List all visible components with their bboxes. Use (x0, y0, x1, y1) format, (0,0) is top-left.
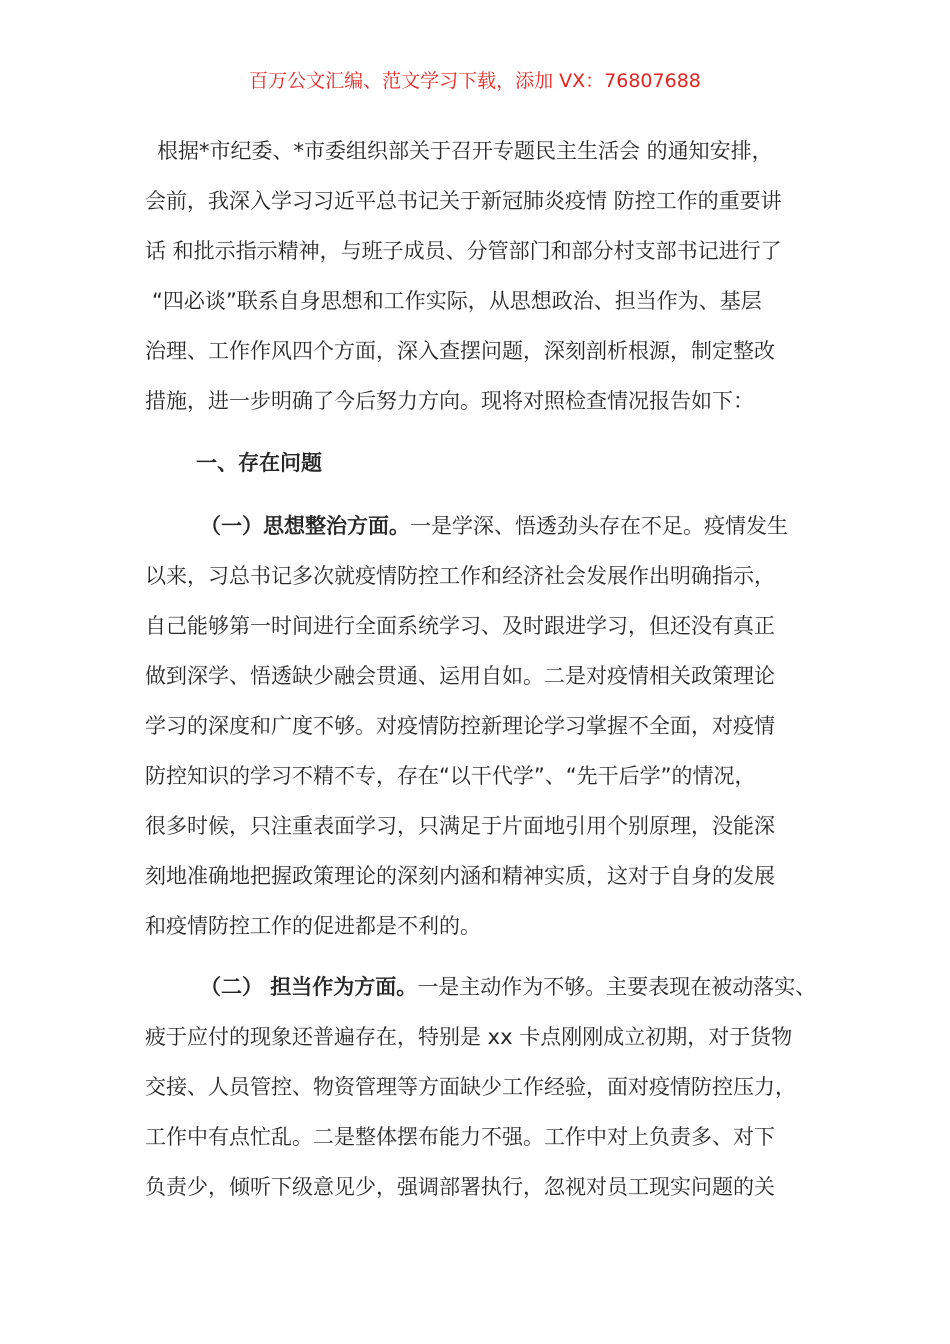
paragraph-line: 很多时候，只注重表面学习，只满足于片面地引用个别原理，没能深 (145, 814, 775, 838)
paragraph-first-line (200, 511, 788, 541)
section-heading: 一、存在问题 (196, 451, 322, 475)
paragraph-text: 一是学深、悟透劲头存在不足。疫情发生 (410, 514, 788, 538)
intro-line: 措施，进一步明确了今后努力方向。现将对照检查情况报告如下： (145, 389, 754, 413)
header-banner: 百万公文汇编、范文学习下载，添加 VX：76807688 (249, 70, 701, 92)
paragraph-first-line (200, 972, 816, 1002)
paragraph-line: 刻地准确地把握政策理论的深刻内涵和精神实质，这对于自身的发展 (145, 864, 775, 888)
paragraph-line: 和疫情防控工作的促进都是不利的。 (145, 914, 481, 938)
intro-line: 话 和批示指示精神，与班子成员、分管部门和部分村支部书记进行了 (145, 239, 782, 263)
subheading: （二） 担当作为方面。 (200, 975, 418, 999)
paragraph-text: 一是主动作为不够。主要表现在被动落实、 (417, 975, 817, 999)
paragraph-line: 工作中有点忙乱。二是整体摆布能力不强。工作中对上负责多、对下 (145, 1125, 775, 1149)
intro-line: 治理、工作作风四个方面，深入查摆问题，深刻剖析根源，制定整改 (145, 339, 775, 363)
paragraph-line: 自己能够第一时间进行全面系统学习、及时跟进学习，但还没有真正 (145, 614, 775, 638)
paragraph-line: 负责少，倾听下级意见少，强调部署执行，忽视对员工现实问题的关 (145, 1175, 775, 1199)
paragraph-line: 疲于应付的现象还普遍存在，特别是 xx 卡点刚刚成立初期，对于货物 (145, 1025, 793, 1049)
intro-line: “四必谈”联系自身思想和工作实际，从思想政治、担当作为、基层 (152, 289, 762, 313)
paragraph-line: 以来，习总书记多次就疫情防控工作和经济社会发展作出明确指示， (145, 564, 775, 588)
intro-line: 会前，我深入学习习近平总书记关于新冠肺炎疫情 防控工作的重要讲 (145, 189, 782, 213)
paragraph-line: 做到深学、悟透缺少融会贯通、运用自如。二是对疫情相关政策理论 (145, 664, 775, 688)
subheading: （一）思想整治方面。 (200, 514, 410, 538)
paragraph-line: 交接、人员管控、物资管理等方面缺少工作经验，面对疫情防控压力， (145, 1075, 796, 1099)
paragraph-line: 防控知识的学习不精不专，存在“以干代学”、“先干后学”的情况， (145, 764, 756, 788)
paragraph-line: 学习的深度和广度不够。对疫情防控新理论学习掌握不全面，对疫情 (145, 714, 775, 738)
intro-line: 根据*市纪委、*市委组织部关于召开专题民主生活会 的通知安排， (157, 139, 773, 163)
